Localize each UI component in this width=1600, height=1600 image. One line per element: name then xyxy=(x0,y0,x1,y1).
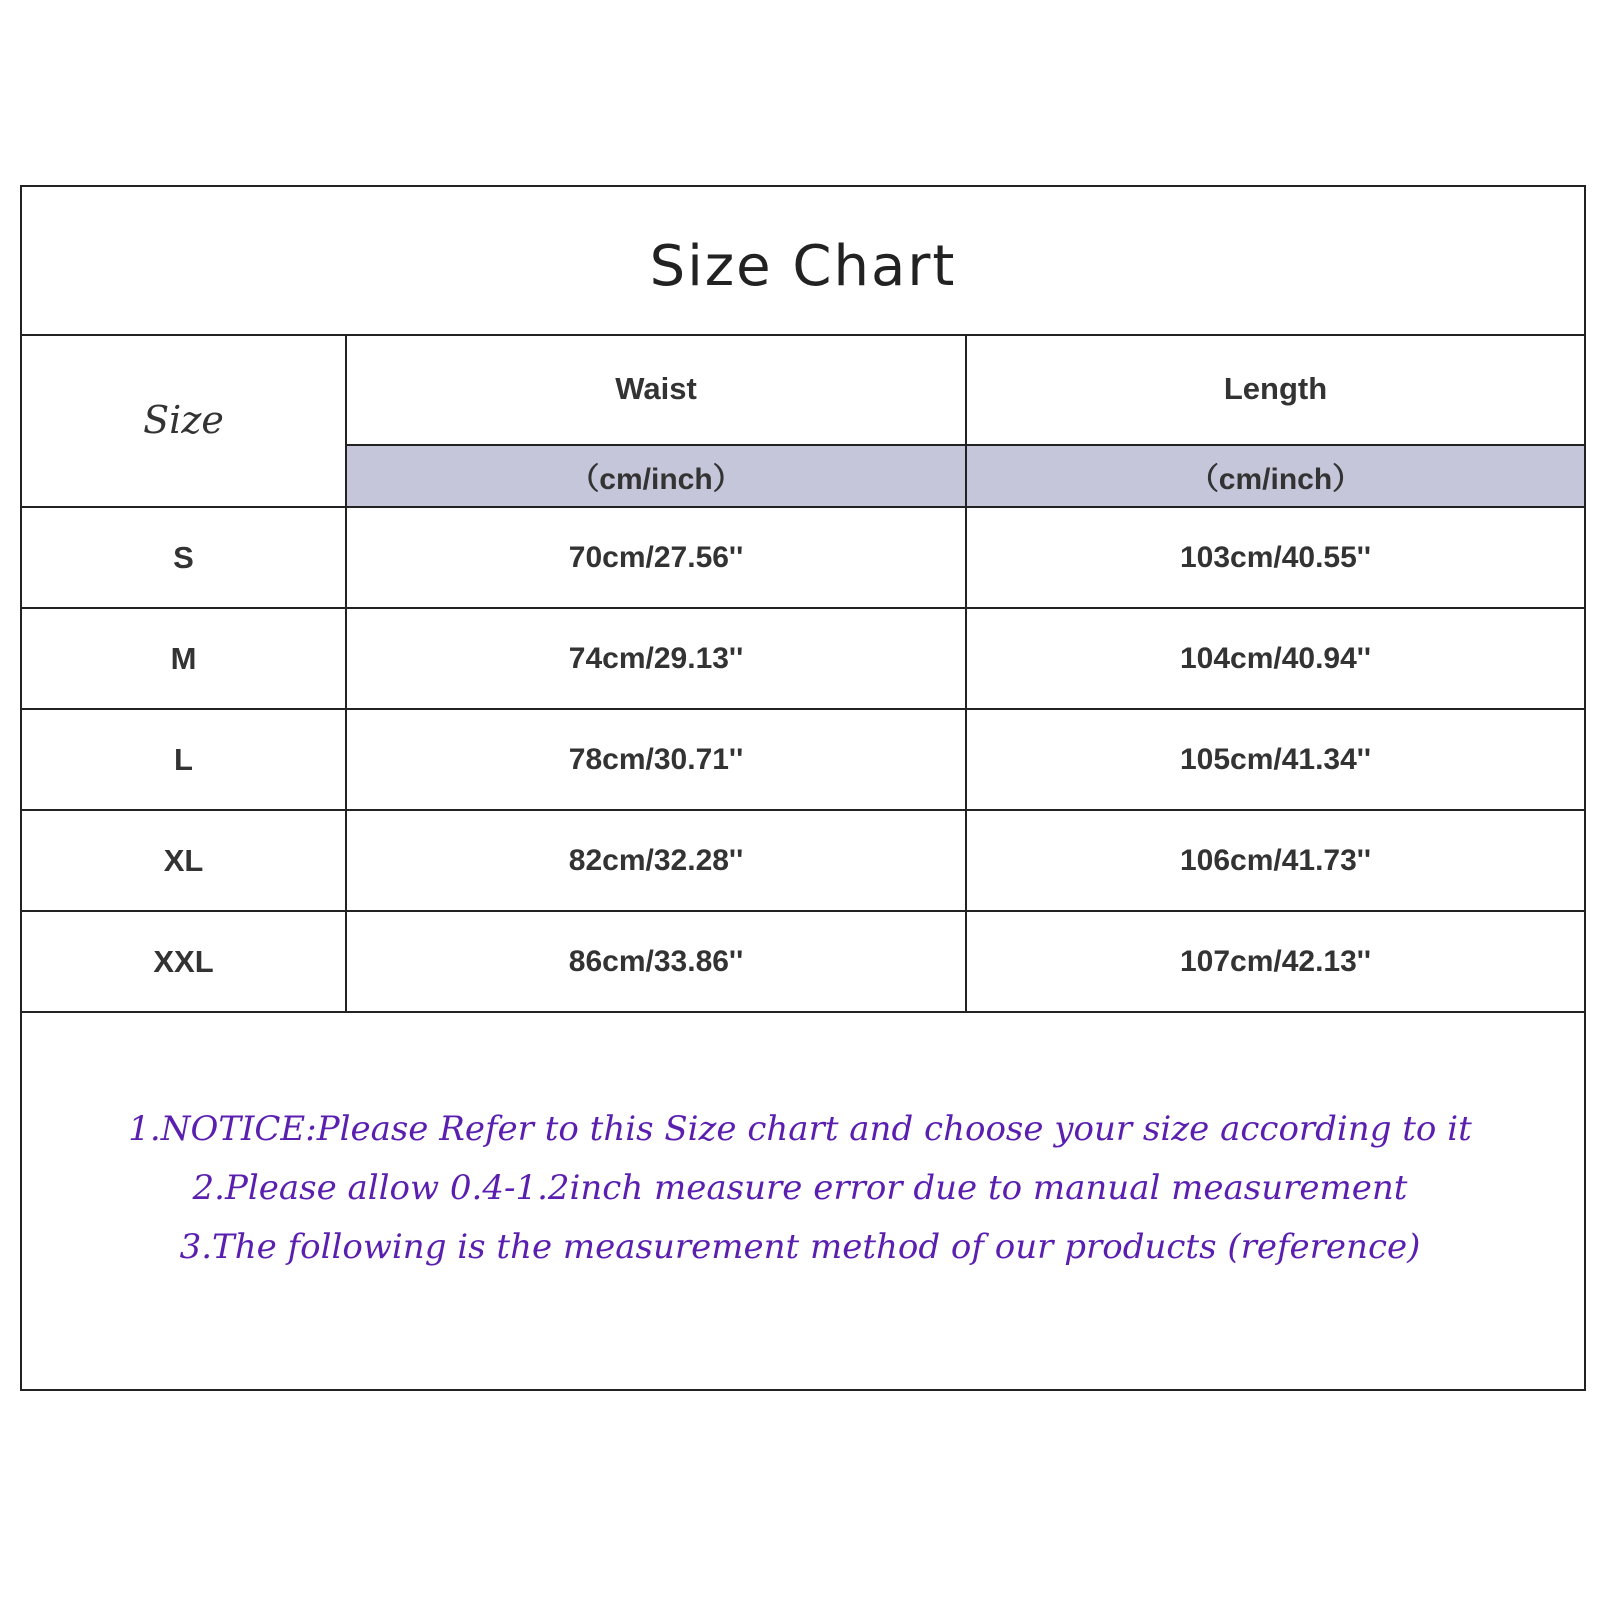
notice-block xyxy=(0,1100,1600,1277)
length-unit: （cm/inch） xyxy=(966,445,1584,507)
table-header-row xyxy=(22,334,1584,445)
waist-cell: 86cm/33.86'' xyxy=(346,911,966,1012)
size-cell: XXL xyxy=(22,911,346,1012)
waist-column-header: Waist xyxy=(346,334,966,445)
table-row xyxy=(22,507,1584,608)
size-cell: L xyxy=(22,709,346,810)
waist-cell: 70cm/27.56'' xyxy=(346,507,966,608)
waist-cell: 78cm/30.71'' xyxy=(346,709,966,810)
table-row xyxy=(22,608,1584,709)
waist-unit: （cm/inch） xyxy=(346,445,966,507)
notice-line-2: 2.Please allow 0.4-1.2inch measure error due to manual measurement xyxy=(192,1168,1408,1208)
size-cell: S xyxy=(22,507,346,608)
table-row xyxy=(22,911,1584,1012)
size-column-header: Size xyxy=(22,334,346,507)
length-cell: 107cm/42.13'' xyxy=(966,911,1584,1012)
table-row xyxy=(22,709,1584,810)
waist-cell: 82cm/32.28'' xyxy=(346,810,966,911)
page-title: Size Chart xyxy=(649,234,957,299)
length-cell: 104cm/40.94'' xyxy=(966,608,1584,709)
size-table xyxy=(22,334,1584,1013)
table-row xyxy=(22,810,1584,911)
size-cell: XL xyxy=(22,810,346,911)
waist-cell: 74cm/29.13'' xyxy=(346,608,966,709)
length-column-header: Length xyxy=(966,334,1584,445)
title-row xyxy=(22,187,1584,336)
size-cell: M xyxy=(22,608,346,709)
notice-line-3: 3.The following is the measurement method of our products (reference) xyxy=(179,1227,1421,1267)
length-cell: 105cm/41.34'' xyxy=(966,709,1584,810)
length-cell: 103cm/40.55'' xyxy=(966,507,1584,608)
length-cell: 106cm/41.73'' xyxy=(966,810,1584,911)
notice-line-1: 1.NOTICE:Please Refer to this Size chart and choose your size according to it xyxy=(128,1109,1472,1149)
